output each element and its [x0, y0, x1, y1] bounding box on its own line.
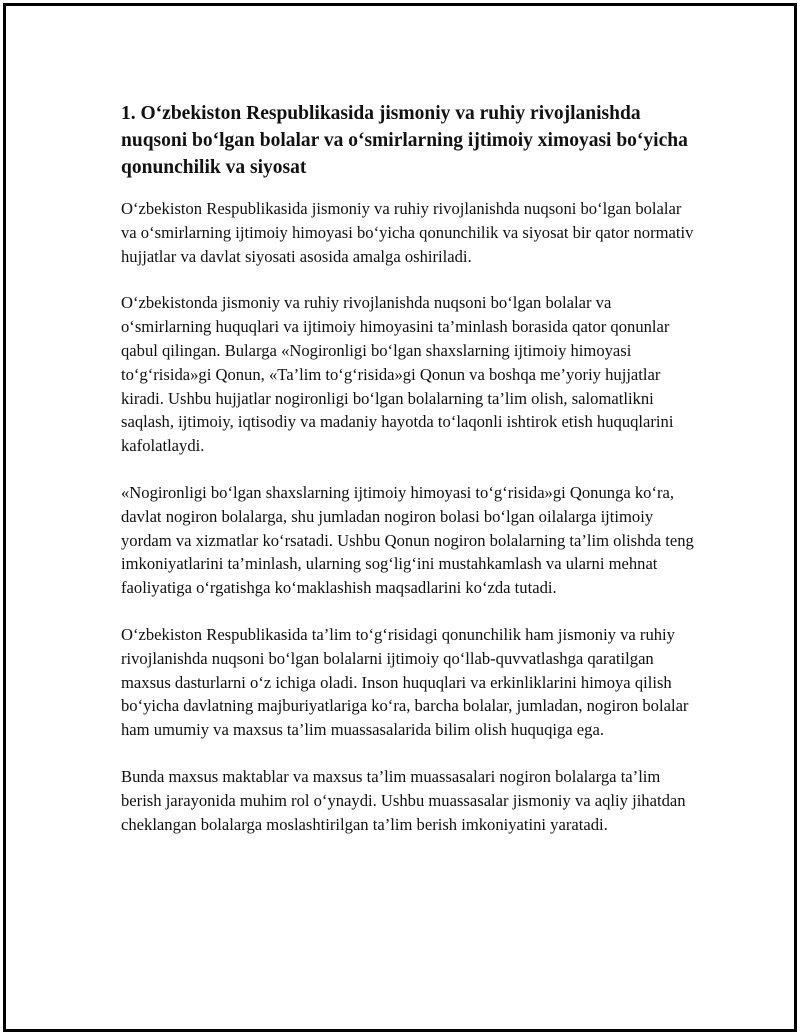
- paragraph-3: «Nogironligi bo‘lgan shaxslarning ijtimoiy himoyasi to‘g‘risida»gi Qonunga ko‘ra, davlat nogiron bolalarga, shu jumladan nogiron bolasi bo‘lgan oilalarga ijtimoiy yordam va xizmatlar ko‘rsatadi. Ushbu Qonun nogiron bolalarning ta’lim olishda teng imkoniyatlarini ta’minlash, ularning sog‘lig‘ini mustahkamlash va ularni mehnat faoliyatiga o‘rgatishga ko‘maklashish maqsadlarini ko‘zda tutadi.: [121, 482, 694, 598]
- paragraph-5: Bunda maxsus maktablar va maxsus ta’lim muassasalari nogiron bolalarga ta’lim berish jarayonida muhim rol o‘ynaydi. Ushbu muassasalar jismoniy va aqliy jihatdan cheklangan bolalarga moslashtirilgan ta’lim berish imkoniyatini yaratadi.: [121, 766, 686, 834]
- page-frame: [3, 3, 797, 1032]
- paragraph-2: O‘zbekistonda jismoniy va ruhiy rivojlanishda nuqsoni bo‘lgan bolalar va o‘smirlarning huquqlari va ijtimoiy himoyasini ta’minlash borasida qator qonunlar qabul qilingan. Bularga «Nogironligi bo‘lgan shaxslarning ijtimoiy himoyasi to‘g‘risida»gi Qonun, «Ta’lim to‘g‘risida»gi Qonun va boshqa me’yoriy hujjatlar kiradi. Ushbu hujjatlar nogironligi bo‘lgan bolalarning ta’lim olish, salomatlikni saqlash, ijtimoiy, iqtisodiy va madaniy hayotda to‘laqonli ishtirok etish huquqlarini kafolatlaydi.: [121, 293, 674, 456]
- section-heading: 1. O‘zbekiston Respublikasida jismoniy va ruhiy rivojlanishda nuqsoni bo‘lgan bolalar va o‘smirlarning ijtimoiy ximoyasi bo‘yicha qonunchilik va siyosat: [121, 103, 688, 178]
- document-content: [121, 100, 701, 859]
- paragraph-1: O‘zbekiston Respublikasida jismoniy va ruhiy rivojlanishda nuqsoni bo‘lgan bolalar va o‘smirlarning ijtimoiy himoyasi bo‘yicha qonunchilik va siyosat bir qator normativ hujjatlar va davlat siyosati asosida amalga oshiriladi.: [121, 199, 694, 266]
- paragraph-4: O‘zbekiston Respublikasida ta’lim to‘g‘risidagi qonunchilik ham jismoniy va ruhiy rivojlanishda nuqsoni bo‘lgan bolalarni ijtimoiy qo‘llab-quvvatlashga qaratilgan maxsus dasturlarni o‘z ichiga oladi. Inson huquqlari va erkinliklarini himoya qilish bo‘yicha davlatning majburiyatlariga ko‘ra, barcha bolalar, jumladan, nogiron bolalar ham umumiy va maxsus ta’lim muassasalarida bilim olish huquqiga ega.: [121, 624, 689, 740]
